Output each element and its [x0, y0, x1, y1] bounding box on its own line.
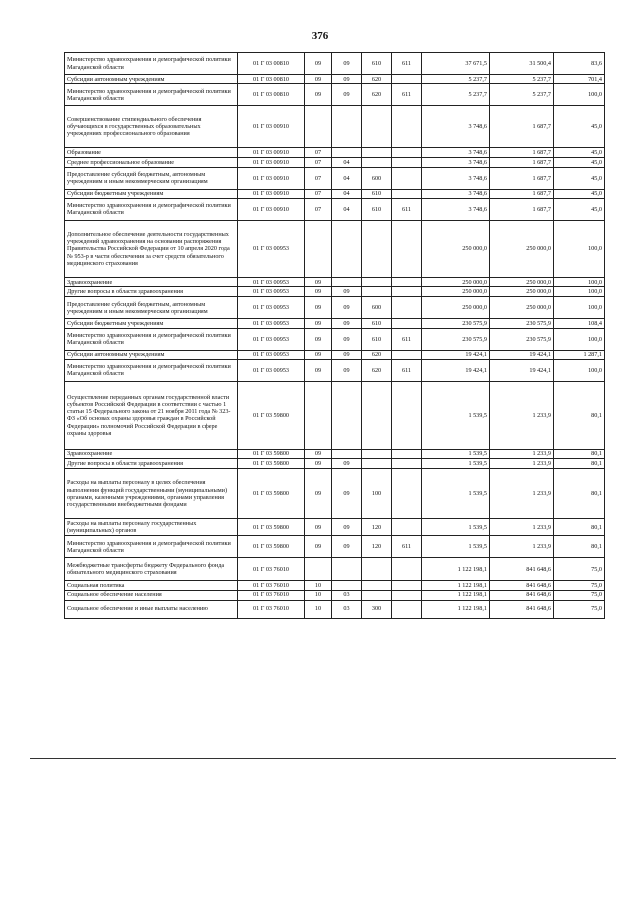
cell-administrator: [392, 590, 422, 600]
cell-actual: 19 424,1: [490, 350, 554, 359]
cell-administrator: 611: [392, 328, 422, 350]
cell-code: 01 Г 03 00953: [238, 277, 305, 286]
cell-expense-type: 100: [362, 469, 392, 519]
cell-name: Субсидии автономным учреждениям: [65, 75, 238, 84]
cell-actual: 230 575,9: [490, 328, 554, 350]
cell-administrator: [392, 75, 422, 84]
cell-expense-type: [362, 459, 392, 469]
cell-percent: 100,0: [554, 220, 605, 277]
cell-percent: 80,1: [554, 536, 605, 558]
cell-name: Другие вопросы в области здравоохранения: [65, 287, 238, 297]
cell-subsection: 09: [332, 84, 362, 106]
cell-subsection: [332, 220, 362, 277]
cell-section: 09: [305, 359, 332, 381]
cell-actual: 1 233,9: [490, 381, 554, 449]
cell-administrator: [392, 167, 422, 189]
cell-section: 10: [305, 581, 332, 590]
cell-section: 09: [305, 519, 332, 536]
cell-name: Министерство здравоохранения и демографической политики Магаданской области: [65, 53, 238, 75]
cell-plan: 250 000,0: [422, 287, 490, 297]
cell-administrator: [392, 277, 422, 286]
cell-percent: 45,0: [554, 198, 605, 220]
cell-percent: 45,0: [554, 106, 605, 148]
footer-divider: [30, 758, 616, 759]
cell-percent: 701,4: [554, 75, 605, 84]
cell-plan: 5 237,7: [422, 84, 490, 106]
cell-percent: 100,0: [554, 277, 605, 286]
cell-plan: 1 122 198,1: [422, 590, 490, 600]
cell-section: 09: [305, 449, 332, 458]
cell-percent: 45,0: [554, 189, 605, 198]
cell-plan: 1 122 198,1: [422, 558, 490, 581]
cell-plan: 1 539,5: [422, 449, 490, 458]
cell-expense-type: 610: [362, 328, 392, 350]
cell-actual: 5 237,7: [490, 75, 554, 84]
table-row: [65, 328, 605, 350]
cell-percent: 100,0: [554, 287, 605, 297]
cell-actual: 1 687,7: [490, 189, 554, 198]
cell-actual: 250 000,0: [490, 220, 554, 277]
cell-section: 09: [305, 469, 332, 519]
cell-code: 01 Г 03 00953: [238, 220, 305, 277]
cell-plan: 3 748,6: [422, 148, 490, 157]
cell-expense-type: 120: [362, 536, 392, 558]
cell-percent: 100,0: [554, 328, 605, 350]
cell-section: 09: [305, 277, 332, 286]
cell-administrator: [392, 449, 422, 458]
cell-expense-type: [362, 148, 392, 157]
cell-expense-type: 120: [362, 519, 392, 536]
cell-plan: 1 539,5: [422, 469, 490, 519]
table-row: [65, 459, 605, 469]
cell-code: 01 Г 03 00953: [238, 287, 305, 297]
cell-subsection: 03: [332, 600, 362, 618]
table-row: [65, 277, 605, 286]
cell-administrator: [392, 558, 422, 581]
cell-actual: 1 687,7: [490, 106, 554, 148]
cell-subsection: 04: [332, 189, 362, 198]
table-row: [65, 167, 605, 189]
cell-expense-type: [362, 277, 392, 286]
cell-expense-type: [362, 287, 392, 297]
cell-actual: 841 648,6: [490, 581, 554, 590]
cell-expense-type: 620: [362, 84, 392, 106]
cell-percent: 80,1: [554, 519, 605, 536]
cell-code: 01 Г 03 00910: [238, 157, 305, 167]
cell-percent: 100,0: [554, 84, 605, 106]
table-row: [65, 198, 605, 220]
cell-actual: 841 648,6: [490, 600, 554, 618]
cell-percent: 75,0: [554, 590, 605, 600]
cell-code: 01 Г 03 00953: [238, 328, 305, 350]
cell-expense-type: [362, 157, 392, 167]
cell-expense-type: [362, 590, 392, 600]
cell-name: Осуществление переданных органам государственной власти субъектов Российской Федерации в соответствии с частью 1 статьи 15 Федерального закона от 21 ноября 2011 года № 323-ФЗ «Об основах охраны здоровья граждан в Российской Федерации» полномочий Российской Федерации в сфере охраны здоровья: [65, 381, 238, 449]
cell-name: Министерство здравоохранения и демографической политики Магаданской области: [65, 84, 238, 106]
cell-section: 09: [305, 319, 332, 328]
cell-code: 01 Г 03 00810: [238, 75, 305, 84]
cell-plan: 5 237,7: [422, 75, 490, 84]
cell-plan: 1 539,5: [422, 519, 490, 536]
cell-expense-type: 600: [362, 297, 392, 319]
cell-name: Предоставление субсидий бюджетным, автономным учреждениям и иным некоммерческим организациям: [65, 167, 238, 189]
cell-subsection: 04: [332, 167, 362, 189]
cell-code: 01 Г 03 76010: [238, 590, 305, 600]
cell-actual: 841 648,6: [490, 558, 554, 581]
cell-subsection: 09: [332, 53, 362, 75]
cell-code: 01 Г 03 00910: [238, 148, 305, 157]
cell-name: Субсидии бюджетным учреждениям: [65, 189, 238, 198]
cell-plan: 250 000,0: [422, 297, 490, 319]
cell-administrator: [392, 157, 422, 167]
cell-subsection: [332, 558, 362, 581]
cell-percent: 100,0: [554, 359, 605, 381]
cell-percent: 108,4: [554, 319, 605, 328]
cell-administrator: [392, 519, 422, 536]
cell-code: 01 Г 03 00953: [238, 359, 305, 381]
cell-administrator: [392, 459, 422, 469]
cell-subsection: 09: [332, 519, 362, 536]
cell-name: Расходы на выплаты персоналу в целях обеспечения выполнения функций государственными (муниципальными) органами, казенными учреждениями, органами управления государственными внебюджетными фондами: [65, 469, 238, 519]
table-row: [65, 189, 605, 198]
cell-expense-type: 610: [362, 319, 392, 328]
table-row: [65, 469, 605, 519]
cell-name: Расходы на выплаты персоналу государственных (муниципальных) органов: [65, 519, 238, 536]
cell-actual: 1 687,7: [490, 148, 554, 157]
cell-section: 07: [305, 167, 332, 189]
cell-code: 01 Г 03 00910: [238, 189, 305, 198]
cell-actual: 1 687,7: [490, 167, 554, 189]
cell-code: 01 Г 03 59800: [238, 449, 305, 458]
cell-name: Министерство здравоохранения и демографической политики Магаданской области: [65, 359, 238, 381]
cell-actual: 1 687,7: [490, 157, 554, 167]
table-row: [65, 53, 605, 75]
cell-code: 01 Г 03 00910: [238, 198, 305, 220]
cell-subsection: 04: [332, 157, 362, 167]
cell-section: 09: [305, 536, 332, 558]
cell-actual: 1 233,9: [490, 469, 554, 519]
cell-name: Субсидии автономным учреждениям: [65, 350, 238, 359]
cell-name: Другие вопросы в области здравоохранения: [65, 459, 238, 469]
cell-plan: 19 424,1: [422, 350, 490, 359]
cell-plan: 3 748,6: [422, 157, 490, 167]
cell-plan: 250 000,0: [422, 220, 490, 277]
cell-code: 01 Г 03 59800: [238, 381, 305, 449]
cell-actual: 19 424,1: [490, 359, 554, 381]
table-row: [65, 590, 605, 600]
cell-plan: 3 748,6: [422, 167, 490, 189]
cell-actual: 31 500,4: [490, 53, 554, 75]
cell-code: 01 Г 03 76010: [238, 600, 305, 618]
cell-percent: 45,0: [554, 148, 605, 157]
cell-plan: 1 539,5: [422, 459, 490, 469]
cell-name: Социальная политика: [65, 581, 238, 590]
table-row: [65, 519, 605, 536]
cell-code: 01 Г 03 59800: [238, 536, 305, 558]
budget-table-body: [65, 53, 605, 619]
cell-plan: 1 539,5: [422, 381, 490, 449]
cell-plan: 230 575,9: [422, 319, 490, 328]
cell-administrator: [392, 381, 422, 449]
cell-actual: 1 233,9: [490, 449, 554, 458]
cell-expense-type: [362, 449, 392, 458]
table-row: [65, 581, 605, 590]
cell-section: 09: [305, 75, 332, 84]
cell-subsection: 09: [332, 536, 362, 558]
cell-subsection: [332, 449, 362, 458]
cell-actual: 250 000,0: [490, 287, 554, 297]
cell-section: 09: [305, 297, 332, 319]
cell-percent: 75,0: [554, 558, 605, 581]
cell-code: 01 Г 03 00810: [238, 84, 305, 106]
cell-percent: 100,0: [554, 297, 605, 319]
table-row: [65, 600, 605, 618]
cell-code: 01 Г 03 59800: [238, 459, 305, 469]
table-row: [65, 106, 605, 148]
table-row: [65, 449, 605, 458]
cell-expense-type: [362, 581, 392, 590]
cell-section: [305, 220, 332, 277]
cell-name: Министерство здравоохранения и демографической политики Магаданской области: [65, 198, 238, 220]
cell-subsection: [332, 581, 362, 590]
cell-name: Министерство здравоохранения и демографической политики Магаданской области: [65, 328, 238, 350]
cell-name: Здравоохранение: [65, 449, 238, 458]
cell-actual: 1 687,7: [490, 198, 554, 220]
cell-name: Совершенствование стипендиального обеспечения обучающихся в государственных образовательных учреждениях профессионального образования: [65, 106, 238, 148]
table-row: [65, 558, 605, 581]
cell-expense-type: [362, 381, 392, 449]
cell-subsection: 09: [332, 350, 362, 359]
table-row: [65, 84, 605, 106]
cell-plan: 3 748,6: [422, 198, 490, 220]
cell-percent: 83,6: [554, 53, 605, 75]
cell-section: 07: [305, 189, 332, 198]
cell-expense-type: 620: [362, 75, 392, 84]
cell-administrator: 611: [392, 359, 422, 381]
cell-expense-type: [362, 106, 392, 148]
cell-actual: 5 237,7: [490, 84, 554, 106]
cell-administrator: 611: [392, 198, 422, 220]
cell-administrator: [392, 350, 422, 359]
cell-name: Межбюджетные трансферты бюджету Федерального фонда обязательного медицинского страхования: [65, 558, 238, 581]
cell-subsection: [332, 148, 362, 157]
cell-section: 09: [305, 459, 332, 469]
table-row: [65, 75, 605, 84]
cell-name: Социальное обеспечение и иные выплаты населению: [65, 600, 238, 618]
cell-expense-type: 610: [362, 53, 392, 75]
cell-plan: 1 122 198,1: [422, 581, 490, 590]
cell-code: 01 Г 03 00810: [238, 53, 305, 75]
cell-plan: 1 539,5: [422, 536, 490, 558]
cell-code: 01 Г 03 00910: [238, 167, 305, 189]
cell-administrator: 611: [392, 53, 422, 75]
cell-percent: 1 287,1: [554, 350, 605, 359]
budget-table: [64, 52, 605, 619]
cell-subsection: 03: [332, 590, 362, 600]
cell-section: [305, 558, 332, 581]
cell-subsection: 09: [332, 359, 362, 381]
cell-expense-type: 610: [362, 189, 392, 198]
cell-percent: 45,0: [554, 167, 605, 189]
cell-name: Министерство здравоохранения и демографической политики Магаданской области: [65, 536, 238, 558]
cell-section: 09: [305, 84, 332, 106]
cell-section: 07: [305, 157, 332, 167]
cell-plan: 3 748,6: [422, 106, 490, 148]
cell-subsection: 09: [332, 287, 362, 297]
table-row: [65, 287, 605, 297]
cell-plan: 19 424,1: [422, 359, 490, 381]
table-row: [65, 359, 605, 381]
cell-name: Среднее профессиональное образование: [65, 157, 238, 167]
cell-administrator: [392, 220, 422, 277]
cell-name: Образование: [65, 148, 238, 157]
cell-section: [305, 106, 332, 148]
cell-plan: 1 122 198,1: [422, 600, 490, 618]
cell-code: 01 Г 03 00910: [238, 106, 305, 148]
cell-section: 09: [305, 328, 332, 350]
table-row: [65, 350, 605, 359]
cell-actual: 841 648,6: [490, 590, 554, 600]
cell-section: 09: [305, 350, 332, 359]
table-row: [65, 220, 605, 277]
cell-subsection: 09: [332, 469, 362, 519]
cell-expense-type: 300: [362, 600, 392, 618]
cell-administrator: 611: [392, 84, 422, 106]
cell-section: 09: [305, 53, 332, 75]
table-row: [65, 157, 605, 167]
cell-name: Субсидии бюджетным учреждениям: [65, 319, 238, 328]
cell-subsection: 09: [332, 297, 362, 319]
cell-percent: 80,1: [554, 449, 605, 458]
cell-expense-type: 600: [362, 167, 392, 189]
cell-actual: 1 233,9: [490, 459, 554, 469]
cell-percent: 75,0: [554, 600, 605, 618]
cell-expense-type: 620: [362, 350, 392, 359]
cell-plan: 37 671,5: [422, 53, 490, 75]
cell-subsection: [332, 106, 362, 148]
cell-subsection: [332, 277, 362, 286]
table-row: [65, 536, 605, 558]
cell-code: 01 Г 03 00953: [238, 297, 305, 319]
cell-percent: 45,0: [554, 157, 605, 167]
cell-code: 01 Г 03 00953: [238, 319, 305, 328]
cell-name: Здравоохранение: [65, 277, 238, 286]
cell-expense-type: 610: [362, 198, 392, 220]
table-row: [65, 148, 605, 157]
cell-section: 10: [305, 590, 332, 600]
cell-code: 01 Г 03 76010: [238, 581, 305, 590]
cell-percent: 80,1: [554, 459, 605, 469]
cell-actual: 1 233,9: [490, 536, 554, 558]
cell-administrator: [392, 319, 422, 328]
cell-subsection: 09: [332, 319, 362, 328]
cell-name: Социальное обеспечение населения: [65, 590, 238, 600]
cell-administrator: [392, 581, 422, 590]
cell-code: 01 Г 03 59800: [238, 469, 305, 519]
cell-administrator: [392, 469, 422, 519]
cell-plan: 3 748,6: [422, 189, 490, 198]
cell-section: [305, 381, 332, 449]
cell-subsection: 09: [332, 459, 362, 469]
cell-actual: 250 000,0: [490, 277, 554, 286]
cell-administrator: [392, 600, 422, 618]
cell-administrator: [392, 189, 422, 198]
cell-expense-type: [362, 558, 392, 581]
cell-subsection: 09: [332, 328, 362, 350]
cell-administrator: [392, 106, 422, 148]
cell-expense-type: [362, 220, 392, 277]
cell-code: 01 Г 03 59800: [238, 519, 305, 536]
table-row: [65, 297, 605, 319]
cell-subsection: [332, 381, 362, 449]
page-number: 376: [311, 30, 329, 42]
cell-plan: 230 575,9: [422, 328, 490, 350]
cell-administrator: 611: [392, 536, 422, 558]
cell-name: Дополнительное обеспечение деятельности государственных учреждений здравоохранения на основании распоряжения Правительства Российской Федерации от 10 апреля 2020 года № 953-р в части обеспечения за счет средств обязательного медицинского страхования: [65, 220, 238, 277]
cell-expense-type: 620: [362, 359, 392, 381]
cell-actual: 1 233,9: [490, 519, 554, 536]
cell-section: 09: [305, 287, 332, 297]
cell-actual: 250 000,0: [490, 297, 554, 319]
cell-code: 01 Г 03 76010: [238, 558, 305, 581]
cell-section: 10: [305, 600, 332, 618]
cell-percent: 80,1: [554, 469, 605, 519]
cell-section: 07: [305, 148, 332, 157]
cell-actual: 230 575,9: [490, 319, 554, 328]
cell-subsection: 09: [332, 75, 362, 84]
cell-percent: 80,1: [554, 381, 605, 449]
cell-administrator: [392, 287, 422, 297]
cell-code: 01 Г 03 00953: [238, 350, 305, 359]
cell-subsection: 04: [332, 198, 362, 220]
cell-percent: 75,0: [554, 581, 605, 590]
cell-administrator: [392, 148, 422, 157]
table-row: [65, 319, 605, 328]
cell-section: 07: [305, 198, 332, 220]
cell-administrator: [392, 297, 422, 319]
cell-name: Предоставление субсидий бюджетным, автономным учреждениям и иным некоммерческим организациям: [65, 297, 238, 319]
table-row: [65, 381, 605, 449]
cell-plan: 250 000,0: [422, 277, 490, 286]
